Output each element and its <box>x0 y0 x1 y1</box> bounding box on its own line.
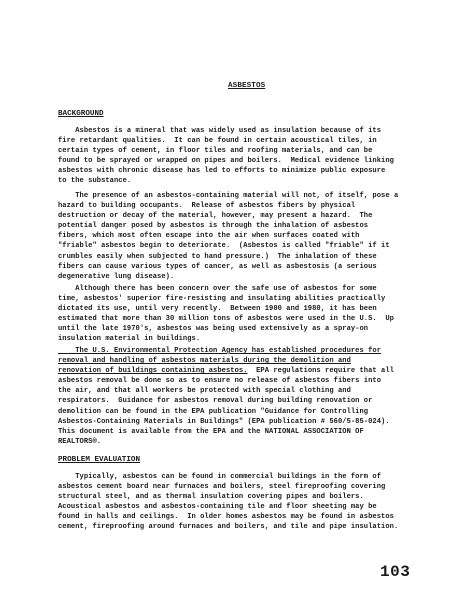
problem-evaluation-paragraph-1: Typically, asbestos can be found in commercial buildings in the form of asbestos cement board near furnaces and boilers, steel fireproofing covering structural steel, and as thermal insulation covering pipes and boilers. Acoustical asbestos and asbestos-containing tile and floor sheeting may be found in halls and ceilings. In older homes asbestos may be found in asbestos cement, fireproofing around furnaces and boilers, and tile and pipe insulation. <box>58 473 399 532</box>
epa-paragraph-rest: EPA regulations require that all asbestos removal be done so as to ensure no release of asbestos fibers into the air, and that all workers be protected with special clothing and respirators. Guidance for asbestos removal during building renovation or demolition can be found in the EPA publication "Guidance for Controlling Asbestos-Containing Materials in Buildings" (EPA publication # 560/5-85-024). This document is available from the EPA and the NATIONAL ASSOCIATION OF REALTORS®. <box>58 367 394 446</box>
background-paragraph-3: Although there has been concern over the safe use of asbestos for some time, asbestos' superior fire-resisting and insulating abilities practically dictated its use, until very recently. Between 1900 and 1980, it has been estimated that more than 30 million tons of asbestos were used in the U.S. Up until the late 1970's, asbestos was being used extensively as a spray-on insulation material in buildings. <box>58 285 394 344</box>
background-heading: BACKGROUND <box>58 110 104 118</box>
problem-evaluation-heading: PROBLEM EVALUATION <box>58 456 141 464</box>
background-paragraph-4 <box>58 346 410 447</box>
page-number: 103 <box>380 563 411 581</box>
page-title: ASBESTOS <box>228 82 266 90</box>
epa-procedures-underlined: The U.S. Environmental Protection Agency has established procedures for removal and handling of asbestos materials during the demolition and renovation of buildings containing asbestos. <box>58 347 382 376</box>
background-paragraph-1: Asbestos is a mineral that was widely used as insulation because of its fire retardant qualities. It can be found in certain acoustical tiles, in certain types of cement, in floor tiles and roofing materials, and can be found to be sprayed or wrapped on pipes and boilers. Medical evidence linking asbestos with chronic disease has led to efforts to minimize public exposure to the substance. <box>58 127 394 186</box>
background-paragraph-2: The presence of an asbestos-containing material will not, of itself, pose a hazard to building occupants. Release of asbestos fibers by physical destruction or decay of the material, however, may present a hazard. The potential danger posed by asbestos is through the inhalation of asbestos fibers, which most often escape into the air when surfaces coated with "friable" asbestos begin to deteriorate. (Asbestos is called "friable" if it crumbles easily when subjected to hand pressure.) The inhalation of these fibers can cause various types of cancer, as well as asbestosis (a serious degenerative lung disease). <box>58 192 399 281</box>
